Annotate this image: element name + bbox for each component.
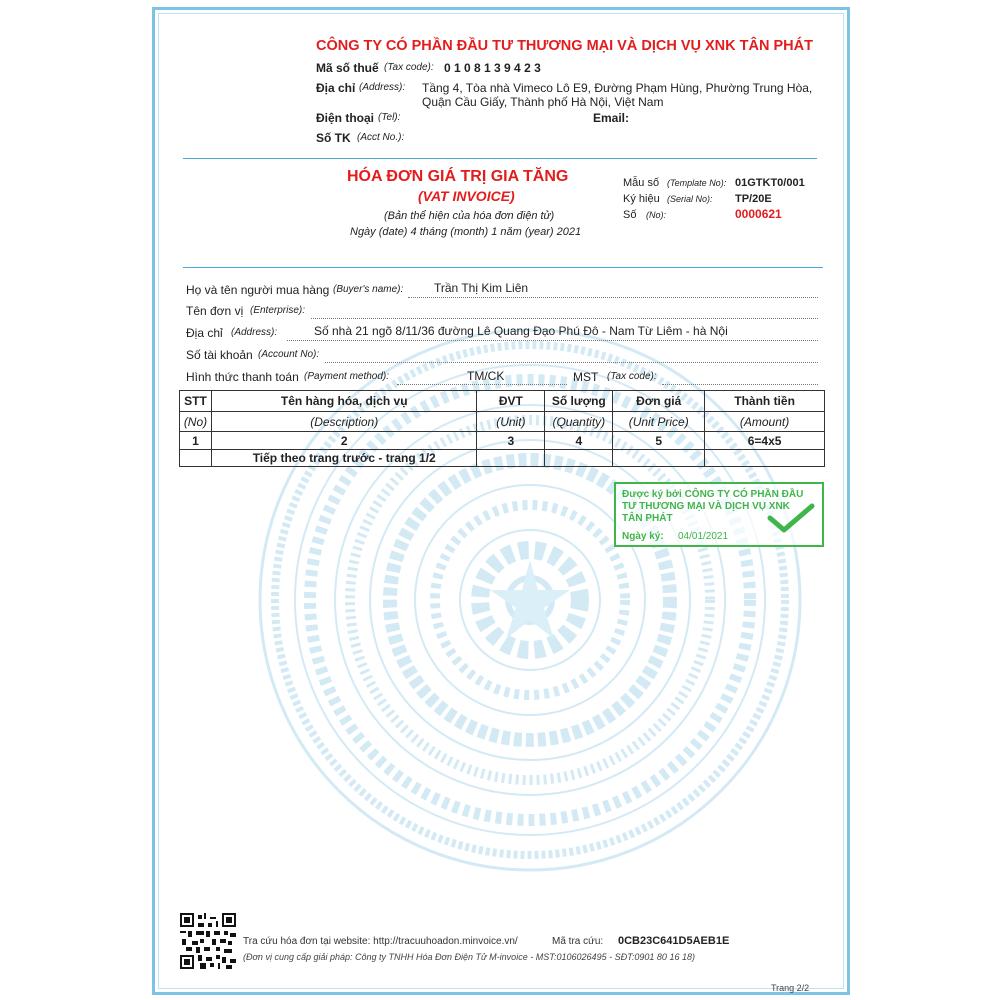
mst-dots xyxy=(662,384,818,385)
index-cell: 3 xyxy=(477,432,545,450)
seller-address-label-en: (Address): xyxy=(359,82,406,93)
header-cell: Thành tiền xyxy=(705,391,825,412)
subheader-cell: (Quantity) xyxy=(545,412,613,432)
number-label-en: (No): xyxy=(646,210,666,220)
table-cell xyxy=(705,450,825,467)
account-dots xyxy=(325,362,818,363)
header-divider xyxy=(183,158,817,159)
index-cell: 5 xyxy=(613,432,705,450)
sign-date: 04/01/2021 xyxy=(678,531,729,542)
signed-by-line3: TÂN PHÁT xyxy=(622,513,673,524)
buyer-name-label: Họ và tên người mua hàng xyxy=(186,283,330,297)
sign-date-label: Ngày ký: xyxy=(622,531,664,542)
buyer-name-dots xyxy=(408,297,818,298)
payment-label-en: (Payment method): xyxy=(304,371,390,382)
invoice-date: Ngày (date) 4 tháng (month) 1 năm (year) 2021 xyxy=(350,226,582,238)
tax-code-label: Mã số thuế xyxy=(316,61,379,75)
table-header-row xyxy=(180,391,825,412)
enterprise-label-en: (Enterprise): xyxy=(250,305,306,316)
buyer-address-label: Địa chỉ xyxy=(186,326,223,340)
invoice-note: (Bản thể hiện của hóa đơn điện tử) xyxy=(384,210,555,222)
number-label: Số xyxy=(623,209,637,221)
subheader-cell: (No) xyxy=(180,412,212,432)
header-cell: STT xyxy=(180,391,212,412)
signed-by-line2: TƯ THƯƠNG MẠI VÀ DỊCH VỤ XNK xyxy=(622,501,790,512)
invoice-subtitle: (VAT INVOICE) xyxy=(418,188,515,204)
payment-dots xyxy=(397,384,567,385)
table-cell xyxy=(613,450,705,467)
template-number: 01GTKT0/001 xyxy=(735,177,805,189)
seller-tax-code: 0 1 0 8 1 3 9 4 2 3 xyxy=(444,61,541,75)
serial-label: Ký hiệu xyxy=(623,193,660,205)
seller-address-line1: Tầng 4, Tòa nhà Vimeco Lô E9, Đường Phạm Hùng, Phường Trung Hòa, xyxy=(422,81,813,95)
payment-method: TM/CK xyxy=(467,369,505,383)
seller-name: CÔNG TY CÓ PHẦN ĐẦU TƯ THƯƠNG MẠI VÀ DỊCH VỤ XNK TÂN PHÁT xyxy=(316,38,813,54)
subheader-cell: (Unit Price) xyxy=(613,412,705,432)
buyer-address-dots xyxy=(287,340,818,341)
subheader-cell: (Amount) xyxy=(705,412,825,432)
seller-address-line2: Quận Cầu Giấy, Thành phố Hà Nội, Việt Nam xyxy=(422,95,664,109)
serial-label-en: (Serial No): xyxy=(667,194,713,204)
continuation-cell: Tiếp theo trang trước - trang 1/2 xyxy=(211,450,476,467)
digital-signature-box xyxy=(614,482,824,547)
enterprise-label: Tên đơn vị xyxy=(186,304,244,318)
tax-code-label-en: (Tax code): xyxy=(384,62,434,73)
table-subheader-row xyxy=(180,412,825,432)
items-table xyxy=(179,390,825,467)
table-cell xyxy=(477,450,545,467)
seller-account-label: Số TK xyxy=(316,131,351,145)
page-number: Trang 2/2 xyxy=(771,983,810,993)
mst-label-en: (Tax code): xyxy=(607,371,657,382)
subheader-cell: (Unit) xyxy=(477,412,545,432)
payment-label: Hình thức thanh toán xyxy=(186,370,299,384)
lookup-code-label: Mã tra cứu: xyxy=(552,936,604,947)
table-cell xyxy=(180,450,212,467)
buyer-address: Số nhà 21 ngõ 8/11/36 đường Lê Quang Đạo Phú Đô - Nam Từ Liêm - hà Nội xyxy=(314,324,728,338)
invoice-title: HÓA ĐƠN GIÁ TRỊ GIA TĂNG xyxy=(347,168,569,185)
index-cell: 6=4x5 xyxy=(705,432,825,450)
header-cell: ĐVT xyxy=(477,391,545,412)
serial-number: TP/20E xyxy=(735,193,772,205)
header-cell: Số lượng xyxy=(545,391,613,412)
table-row xyxy=(180,450,825,467)
table-cell xyxy=(545,450,613,467)
index-cell: 2 xyxy=(211,432,476,450)
signed-by-line1: Được ký bởi CÔNG TY CÓ PHẦN ĐẦU xyxy=(622,489,804,500)
enterprise-dots xyxy=(311,318,818,319)
buyer-name-label-en: (Buyer's name): xyxy=(333,284,404,295)
buyer-address-label-en: (Address): xyxy=(231,327,278,338)
qr-code-icon xyxy=(180,913,236,969)
seller-email-label: Email: xyxy=(593,111,630,125)
template-label: Mẫu số xyxy=(623,177,660,189)
buyer-name: Trần Thị Kim Liên xyxy=(434,281,529,295)
account-label: Số tài khoản xyxy=(186,348,253,362)
subheader-cell: (Description) xyxy=(211,412,476,432)
header-cell: Đơn giá xyxy=(613,391,705,412)
mst-label: MST xyxy=(573,370,599,384)
seller-account-label-en: (Acct No.): xyxy=(357,132,405,143)
index-cell: 1 xyxy=(180,432,212,450)
seller-phone-label-en: (Tel): xyxy=(378,112,401,123)
table-index-row xyxy=(180,432,825,450)
header-cell: Tên hàng hóa, dịch vụ xyxy=(211,391,476,412)
seller-address-label: Địa chỉ xyxy=(316,81,356,95)
lookup-website-text: Tra cứu hóa đơn tại website: http://tracuuhoadon.minvoice.vn/ xyxy=(243,936,518,947)
template-label-en: (Template No): xyxy=(667,178,727,188)
account-label-en: (Account No): xyxy=(258,349,320,360)
check-icon xyxy=(766,502,816,534)
lookup-code: 0CB23C641D5AEB1E xyxy=(618,935,730,947)
invoice-number: 0000621 xyxy=(735,207,782,221)
index-cell: 4 xyxy=(545,432,613,450)
title-divider xyxy=(183,267,823,268)
solution-provider: (Đơn vị cung cấp giải pháp: Công ty TNHH Hóa Đơn Điện Tử M-invoice - MST:0106026495 - SĐT:0901 80 16 18) xyxy=(243,952,695,962)
seller-phone-label: Điện thoại xyxy=(316,111,375,125)
